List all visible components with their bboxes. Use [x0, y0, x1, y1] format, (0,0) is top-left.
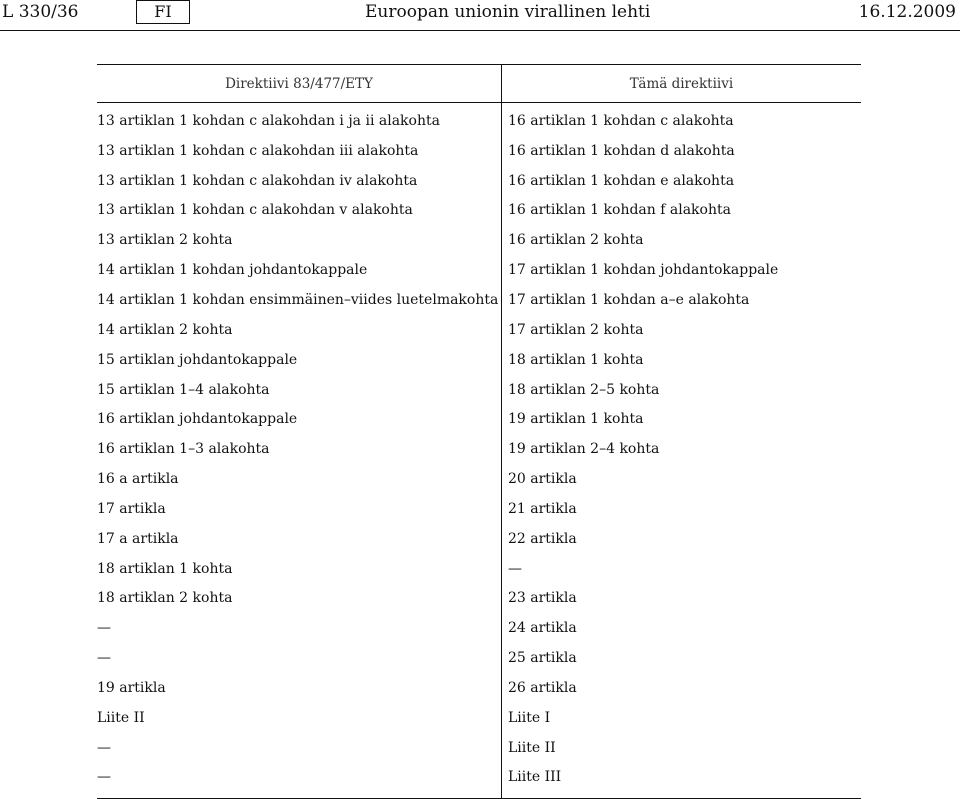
cell-old-directive: 13 artiklan 1 kohdan c alakohdan i ja ii alakohta — [97, 112, 440, 129]
cell-old-directive: 16 a artikla — [97, 471, 179, 488]
cell-this-directive: 16 artiklan 2 kohta — [508, 232, 644, 249]
cell-this-directive: 24 artikla — [508, 620, 577, 637]
journal-title: Euroopan unionin virallinen lehti — [365, 2, 651, 22]
cell-old-directive: — — [97, 769, 111, 786]
cell-old-directive: 13 artiklan 2 kohta — [97, 232, 233, 249]
cell-this-directive: 21 artikla — [508, 500, 577, 517]
table-row — [97, 524, 861, 554]
column-header-this-directive: Tämä direktiivi — [629, 75, 734, 92]
cell-old-directive: 15 artiklan 1–4 alakohta — [97, 381, 270, 398]
cell-this-directive: 16 artiklan 1 kohdan f alakohta — [508, 202, 731, 219]
table-row — [97, 285, 861, 315]
table-row — [97, 584, 861, 614]
table-row — [97, 196, 861, 226]
cell-this-directive: 18 artiklan 2–5 kohta — [508, 381, 660, 398]
cell-this-directive: Liite I — [508, 709, 551, 726]
cell-old-directive: Liite II — [97, 709, 145, 726]
cell-old-directive: 14 artiklan 2 kohta — [97, 321, 233, 338]
cell-this-directive: 16 artiklan 1 kohdan c alakohta — [508, 112, 734, 129]
cell-this-directive: 16 artiklan 1 kohdan e alakohta — [508, 172, 735, 189]
table-row — [97, 733, 861, 763]
cell-old-directive: 14 artiklan 1 kohdan ensimmäinen–viides luetelmakohta — [97, 291, 499, 308]
column-divider — [501, 103, 502, 798]
table-row — [97, 255, 861, 285]
table-row — [97, 673, 861, 703]
table-row — [97, 225, 861, 255]
cell-this-directive: 22 artikla — [508, 530, 577, 547]
cell-old-directive: 13 artiklan 1 kohdan c alakohdan iv alakohta — [97, 172, 418, 189]
cell-this-directive: 18 artiklan 1 kohta — [508, 351, 644, 368]
page-reference: L 330/36 — [2, 2, 79, 22]
cell-this-directive: 19 artiklan 2–4 kohta — [508, 441, 660, 458]
table-row — [97, 315, 861, 345]
cell-this-directive: Liite II — [508, 739, 556, 756]
table-row — [97, 763, 861, 793]
cell-old-directive: — — [97, 620, 111, 637]
cell-this-directive: Liite III — [508, 769, 562, 786]
cell-old-directive: 15 artiklan johdantokappale — [97, 351, 298, 368]
correlation-table — [97, 64, 861, 799]
table-row — [97, 554, 861, 584]
table-row — [97, 464, 861, 494]
cell-old-directive: 18 artiklan 2 kohta — [97, 590, 233, 607]
cell-this-directive: 19 artiklan 1 kohta — [508, 411, 644, 428]
table-row — [97, 613, 861, 643]
cell-old-directive: 16 artiklan 1–3 alakohta — [97, 441, 270, 458]
cell-old-directive: 13 artiklan 1 kohdan c alakohdan iii alakohta — [97, 142, 419, 159]
cell-old-directive: 19 artikla — [97, 679, 166, 696]
table-row — [97, 404, 861, 434]
page-header — [0, 0, 960, 31]
table-header-row — [97, 65, 861, 103]
cell-this-directive: 16 artiklan 1 kohdan d alakohta — [508, 142, 735, 159]
cell-old-directive: — — [97, 739, 111, 756]
table-row — [97, 375, 861, 405]
cell-this-directive: — — [508, 560, 522, 577]
cell-old-directive: — — [97, 650, 111, 667]
cell-old-directive: 16 artiklan johdantokappale — [97, 411, 298, 428]
table-row — [97, 703, 861, 733]
table-row — [97, 643, 861, 673]
cell-this-directive: 17 artiklan 1 kohdan johdantokappale — [508, 262, 779, 279]
table-row — [97, 494, 861, 524]
cell-this-directive: 25 artikla — [508, 650, 577, 667]
cell-old-directive: 13 artiklan 1 kohdan c alakohdan v alakohta — [97, 202, 413, 219]
table-row — [97, 345, 861, 375]
cell-old-directive: 18 artiklan 1 kohta — [97, 560, 233, 577]
cell-this-directive: 17 artiklan 1 kohdan a–e alakohta — [508, 291, 750, 308]
column-header-old-directive: Direktiivi 83/477/ETY — [97, 65, 502, 102]
cell-this-directive: 26 artikla — [508, 679, 577, 696]
cell-old-directive: 17 a artikla — [97, 530, 179, 547]
table-row — [97, 166, 861, 196]
table-row — [97, 434, 861, 464]
cell-old-directive: 17 artikla — [97, 500, 166, 517]
cell-this-directive: 17 artiklan 2 kohta — [508, 321, 644, 338]
cell-this-directive: 23 artikla — [508, 590, 577, 607]
language-code-box: FI — [136, 0, 190, 24]
cell-old-directive: 14 artiklan 1 kohdan johdantokappale — [97, 262, 368, 279]
publication-date: 16.12.2009 — [858, 2, 956, 22]
table-body — [97, 103, 861, 798]
cell-this-directive: 20 artikla — [508, 471, 577, 488]
table-row — [97, 136, 861, 166]
table-row — [97, 106, 861, 136]
